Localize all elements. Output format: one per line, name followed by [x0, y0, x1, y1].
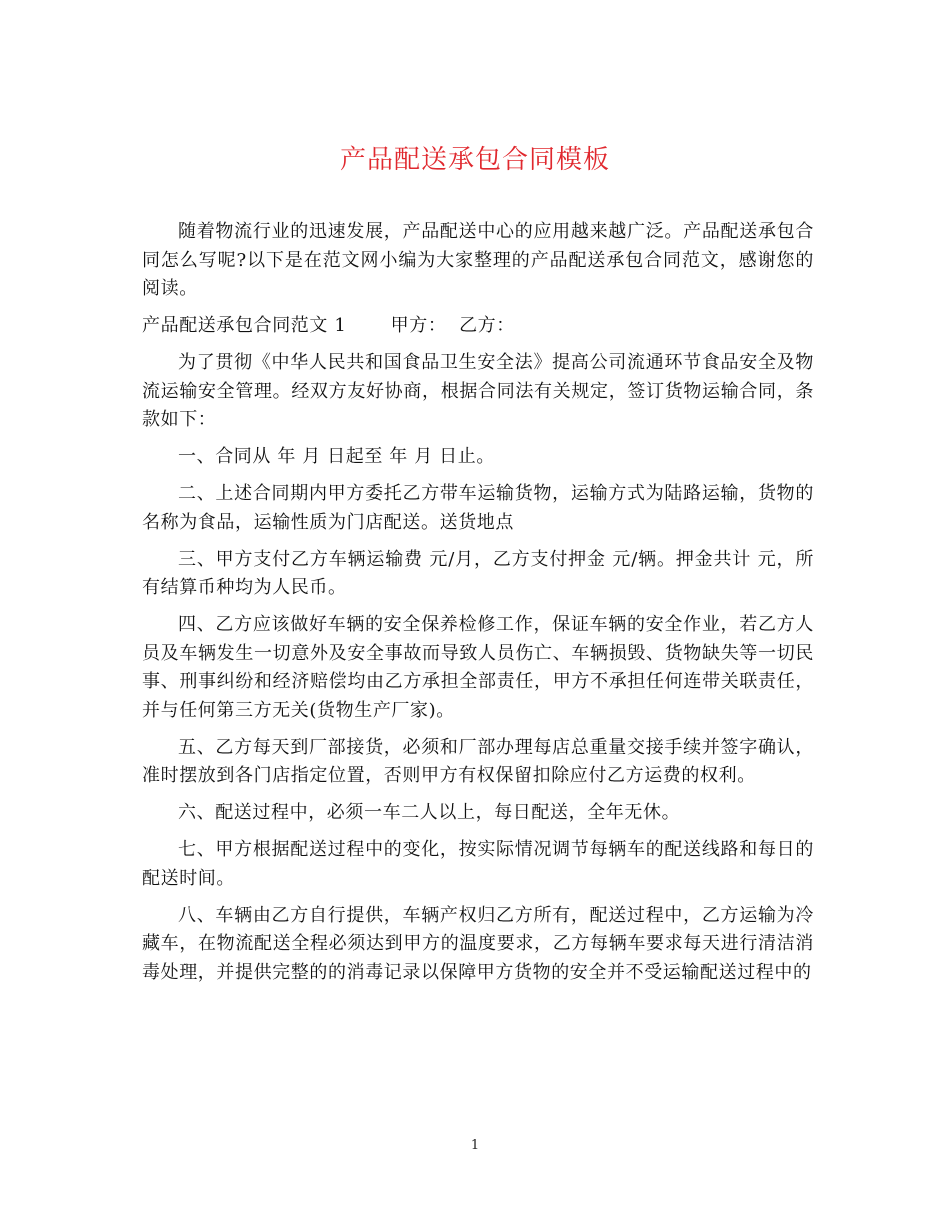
- document-body: [142, 218, 814, 996]
- contract-header: 产品配送承包合同范文 1 甲方： 乙方：: [142, 315, 515, 336]
- clause-2: 二、上述合同期内甲方委托乙方带车运输货物，运输方式为陆路运输，货物的名称为食品，运输性质为门店配送。送货地点: [142, 483, 814, 533]
- clause-1: 一、合同从 年 月 日起至 年 月 日止。: [178, 446, 495, 467]
- clause-5: 五、乙方每天到厂部接货，必须和厂部办理每店总重量交接手续并签字确认，准时摆放到各门店指定位置，否则甲方有权保留扣除应付乙方运费的权利。: [142, 736, 814, 786]
- clause-6: 六、配送过程中，必须一车二人以上，每日配送，全年无休。: [178, 802, 681, 823]
- clause-3: 三、甲方支付乙方车辆运输费 元/月，乙方支付押金 元/辆。押金共计 元，所有结算币种均为人民币。: [142, 548, 814, 598]
- clause-7: 七、甲方根据配送过程中的变化，按实际情况调节每辆车的配送线路和每日的配送时间。: [142, 839, 814, 889]
- clause-4: 四、乙方应该做好车辆的安全保养检修工作，保证车辆的安全作业，若乙方人员及车辆发生一切意外及安全事故而导致人员伤亡、车辆损毁、货物缺失等一切民事、刑事纠纷和经济赔偿均由乙方承担全部责任，甲方不承担任何连带关联责任，并与任何第三方无关(货物生产厂家)。: [142, 614, 814, 721]
- intro-paragraph: 随着物流行业的迅速发展，产品配送中心的应用越来越广泛。产品配送承包合同怎么写呢?以下是在范文网小编为大家整理的产品配送承包合同范文，感谢您的阅读。: [142, 221, 814, 299]
- page-number: 1: [470, 1138, 480, 1153]
- document-title: 产品配送承包合同模板: [339, 145, 610, 175]
- preamble-paragraph: 为了贯彻《中华人民共和国食品卫生安全法》提高公司流通环节食品安全及物流运输安全管理。经双方友好协商，根据合同法有关规定，签订货物运输合同，条款如下：: [142, 352, 814, 430]
- clause-8: 八、车辆由乙方自行提供，车辆产权归乙方所有，配送过程中，乙方运输为冷藏车，在物流配送全程必须达到甲方的温度要求，乙方每辆车要求每天进行清洁消毒处理，并提供完整的的消毒记录以保障甲方货物的安全并不受运输配送过程中的: [142, 904, 814, 983]
